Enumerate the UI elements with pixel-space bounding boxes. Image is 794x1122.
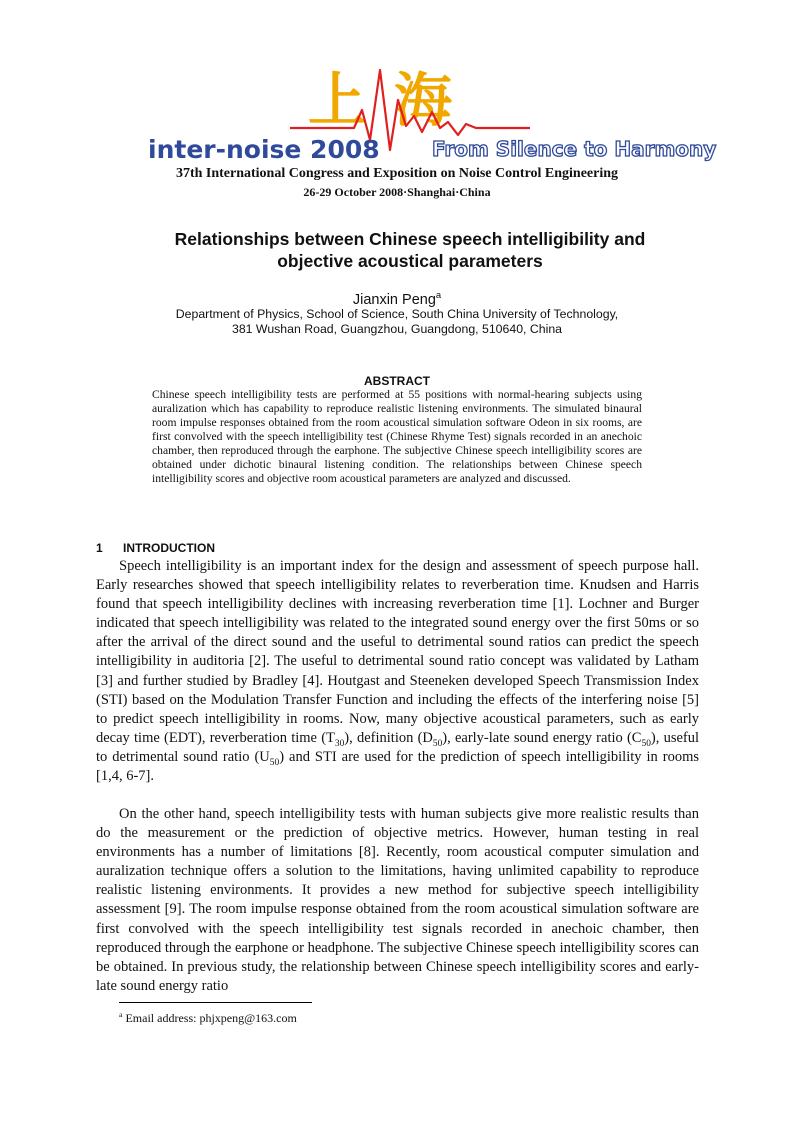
logo-chinese-text: 上海: [308, 66, 481, 134]
p1-text-a: Speech intelligibility is an important index for the design and assessment of speech purpose hall. Early researches showed that speech intelligibility relates to reverberation time. Knudsen and Harris found that speech intelligibility declines with increasing reverberation time [1]. Lochner and Burger indicated that speech intelligibility was related to the integrated sound energy over the first 50ms or so after the arrival of the direct sound and the useful to detrimental sound ratios can predict the speech intelligibility in auditoria [2]. The useful to detrimental sound ratio concept was validated by Latham [3] and further studied by Bradley [4]. Houtgast and Steeneken developed Speech Transmission Index (STI) based on the Modulation Transfer Function and including the effects of the interfering noise [5] to predict speech intelligibility in rooms. Now, many objective acoustical parameters, such as early decay time (EDT), reverberation time (T: [96, 558, 699, 746]
p1-text-c: ), early-late sound energy ratio (C: [442, 729, 642, 746]
congress-line: 37th International Congress and Exposition on Noise Control Engineering: [175, 166, 619, 181]
intro-paragraph-2: On the other hand, speech intelligibility tests with human subjects give more realistic results than do the measurement or the prediction of objective metrics. However, human testing in real environments has a number of limitations [8]. Recently, room acoustical computer simulation and auralization technique offers a solution to the limitations, having unlimited capability to reproduce realistic listening environments. It provides a new method for subjective speech intelligibility assessment [9]. The room impulse response obtained from the room acoustical simulation software are first convolved with the speech intelligibility test signals recorded in anechoic chamber, then reproduced through the earphone or headphone. The subjective Chinese speech intelligibility scores can be obtained. In previous study, the relationship between Chinese speech intelligibility scores and early-late sound energy ratio: [96, 806, 699, 994]
date-line: 26-29 October 2008·Shanghai·China: [303, 185, 491, 199]
intro-paragraph-1: [96, 557, 699, 786]
title-line-1: Relationships between Chinese speech intelligibility and: [174, 229, 646, 249]
section-title: INTRODUCTION: [123, 541, 215, 555]
section-heading: [96, 541, 215, 555]
conference-logo: [140, 40, 717, 170]
p1-sub-d50: 50: [432, 738, 443, 749]
footnote-text: Email address: phjxpeng@163.com: [122, 1011, 297, 1025]
logo-event-text: inter-noise 2008: [148, 135, 380, 164]
p1-sub-c50: 50: [641, 738, 651, 749]
author-name: Jianxin Peng: [352, 291, 436, 308]
footnote-rule: [119, 1002, 312, 1003]
p1-text-d: ), useful to detrimental sound ratio (U: [96, 729, 700, 765]
affiliation-line-2: 381 Wushan Road, Guangzhou, Guangdong, 510640, China: [232, 322, 562, 336]
title-line-2: objective acoustical parameters: [277, 251, 543, 271]
author-footnote-mark: a: [435, 289, 442, 300]
footnote: [119, 1010, 297, 1026]
p1-text-e: ) and STI are used for the prediction of speech intelligibility in rooms [1,4, 6-7].: [96, 748, 700, 785]
paper-title: [120, 228, 700, 272]
affiliation-line-1: Department of Physics, School of Science, South China University of Technology,: [175, 307, 619, 321]
footnote-mark: a: [119, 1010, 123, 1019]
p1-sub-t30: 30: [334, 738, 345, 749]
abstract-text: Chinese speech intelligibility tests are performed at 55 positions with normal-hearing subjects using auralization which has capability to reproduce realistic listening environments. The simulated binaural room impulse responses obtained from the room acoustical simulation software Odeon in six rooms, are first convolved with the speech intelligibility test (Chinese Rhyme Test) signals recorded in an anechoic chamber, then reproduced through the earphone. The subjective Chinese speech intelligibility scores are obtained under dichotic binaural listening condition. The relationships between Chinese speech intelligibility scores and objective room acoustical parameters are analyzed and discussed.: [152, 388, 642, 485]
p1-text-b: ), definition (D: [344, 729, 433, 746]
author: [0, 289, 794, 308]
section-number: 1: [96, 541, 103, 555]
logo-graphic: [140, 40, 717, 170]
logo-slogan-text: From Silence to Harmony: [432, 137, 717, 161]
p1-sub-u50: 50: [269, 757, 280, 768]
abstract-heading: ABSTRACT: [364, 374, 430, 388]
